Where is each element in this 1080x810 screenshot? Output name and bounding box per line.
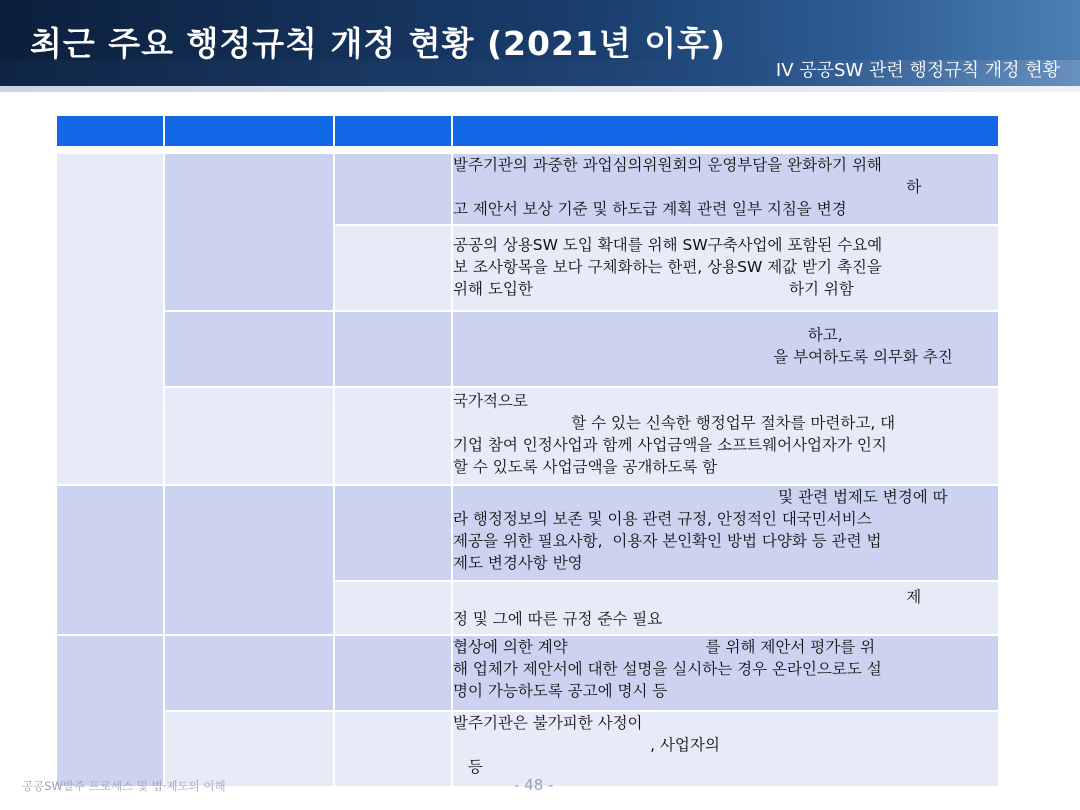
regulation-name-cell — [164, 711, 334, 787]
section-subtitle: IV 공공SW 관련 행정규칙 개정 현황 — [775, 60, 1060, 81]
header-cell-3 — [334, 115, 452, 147]
table-header-row — [56, 115, 999, 147]
description-line: 발주기관은 불가피한 사정이 — [453, 714, 643, 732]
description-line: 국가적으로 — [453, 392, 528, 410]
description-line: 공공의 상용SW 도입 확대를 위해 SW구축사업에 포함된 수요예 — [453, 236, 883, 254]
description-cell — [452, 485, 999, 581]
description-line: 등 — [453, 758, 483, 776]
description-line: 할 수 있는 신속한 행정업무 절차를 마련하고, 대 — [453, 414, 896, 432]
regulation-name-cell — [164, 311, 334, 387]
description-line: 위해 도입한 하기 위함 — [453, 280, 854, 298]
date-cell — [334, 225, 452, 311]
date-cell — [334, 485, 452, 581]
description-line: 하 — [453, 178, 922, 196]
date-cell — [334, 153, 452, 225]
regulation-table — [55, 114, 1000, 788]
description-line: 고 제안서 보상 기준 및 하도급 계획 관련 일부 지침을 변경 — [453, 200, 847, 218]
date-cell — [334, 711, 452, 787]
category-cell — [56, 485, 164, 635]
description-line: 정 및 그에 따른 규정 준수 필요 — [453, 610, 663, 628]
description-line: , 사업자의 — [453, 736, 720, 754]
description-cell — [452, 225, 999, 311]
description-cell — [452, 311, 999, 387]
description-line: 해 업체가 제안서에 대한 설명을 실시하는 경우 온라인으로도 설 — [453, 660, 882, 678]
header-divider — [0, 86, 1080, 92]
header-cell-2 — [164, 115, 334, 147]
description-line: 제공을 위한 필요사항, 이용자 본인확인 방법 다양화 등 관련 법 — [453, 532, 882, 550]
date-cell — [334, 581, 452, 635]
table-row — [56, 485, 999, 581]
table-row — [56, 153, 999, 225]
description-line: 보 조사항목을 보다 구체화하는 한편, 상용SW 제값 받기 촉진을 — [453, 258, 882, 276]
date-cell — [334, 635, 452, 711]
table-row — [56, 311, 999, 387]
description-cell — [452, 581, 999, 635]
header-cell-1 — [56, 115, 164, 147]
date-cell — [334, 387, 452, 485]
regulation-name-cell — [164, 387, 334, 485]
footer-document-title: 공공SW발주 프로세스 및 법·제도의 이해 — [22, 779, 226, 793]
description-line: 제 — [453, 588, 922, 606]
description-cell — [452, 387, 999, 485]
regulation-name-cell — [164, 635, 334, 711]
description-cell — [452, 153, 999, 225]
description-line: 하고, — [453, 326, 843, 344]
description-line: 및 관련 법제도 변경에 따 — [453, 488, 948, 506]
date-cell — [334, 311, 452, 387]
category-cell — [56, 153, 164, 485]
description-line: 할 수 있도록 사업금액을 공개하도록 함 — [453, 458, 718, 476]
description-cell — [452, 635, 999, 711]
description-line: 을 부여하도록 의무화 추진 — [453, 348, 953, 366]
description-line: 발주기관의 과중한 과업심의위원회의 운영부담을 완화하기 위해 — [453, 156, 882, 174]
description-line: 명이 가능하도록 공고에 명시 등 — [453, 682, 668, 700]
table-row — [56, 387, 999, 485]
page-number: - 48 - — [514, 776, 554, 794]
description-line: 협상에 의한 계약 를 위해 제안서 평가를 위 — [453, 638, 876, 656]
category-cell — [56, 635, 164, 787]
description-line: 기업 참여 인정사업과 함께 사업금액을 소프트웨어사업자가 인지 — [453, 436, 887, 454]
regulation-name-cell — [164, 153, 334, 311]
regulation-name-cell — [164, 485, 334, 635]
table-row — [56, 635, 999, 711]
header-cell-4 — [452, 115, 999, 147]
page-title: 최근 주요 행정규칙 개정 현황 (2021년 이후) — [30, 24, 727, 63]
description-line: 라 행정정보의 보존 및 이용 관련 규정, 안정적인 대국민서비스 — [453, 510, 872, 528]
description-line: 제도 변경사항 반영 — [453, 554, 583, 572]
